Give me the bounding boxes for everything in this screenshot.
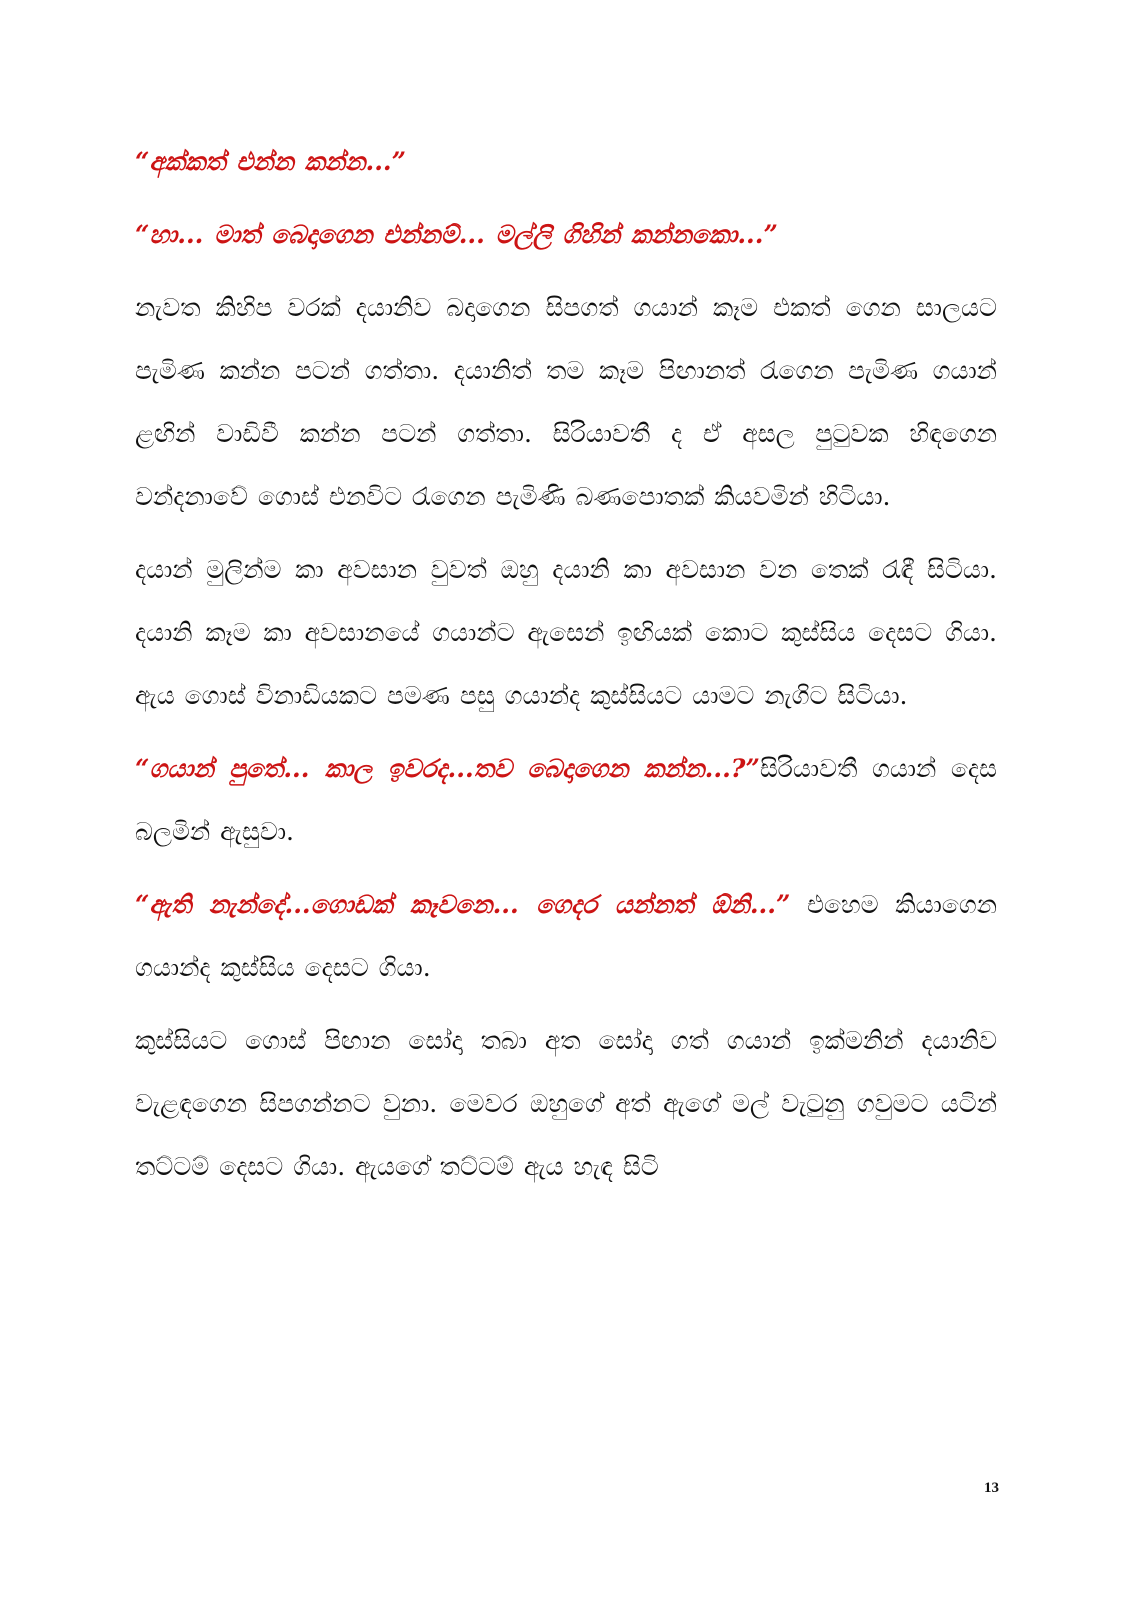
dialogue-line: “අක්කත් එන්න කන්න...”: [135, 147, 407, 176]
narration-text: සිරියාවතී ගයාන් දෙස බලමින් ඇසුවා.: [135, 754, 998, 846]
narration-text: දයාන් මුලින්ම කා අවසාන වුවත් ඔහු දයානි කා අවසාන වන තෙක් රැඳී සිටියා. දයානි කෑම කා අවසානයේ ගයාන්ට ඇසෙන් ඉඟියක් කොට කුස්සිය දෙසට ගියා. ඇය ගොස් විනාඩියකට පමණ පසු ගයාන්ද කුස්සියට යාමට නැගිට සිටියා.: [135, 555, 997, 710]
dialogue-line: “ගයාන් පුතේ... කාල ඉවරද...තව බෙදාගෙන කන්න...?”: [135, 754, 760, 783]
narration-text: එහෙම කියාගෙන ගයාන්ද කුස්සිය දෙසට ගියා.: [135, 890, 997, 982]
narration-text: කුස්සියට ගොස් පිඟාන සෝදා තබා අත සෝදා ගත් ගයාන් ඉක්මනින් දයානිව වැළඳගෙන සිපගන්නට වුනා. මෙවර ඔහුගේ අත් ඇගේ මල් වැටුනු ගවුමට යටින් තට්ටම් දෙසට ගියා. ඇයගේ තට්ටම් ඇය හැඳ සිටි: [135, 1026, 997, 1181]
narration-paragraph: [135, 1009, 997, 1198]
mixed-paragraph: [135, 737, 997, 863]
dialogue-paragraph: [135, 203, 997, 266]
dialogue-line: “හා... මාත් බෙදාගෙන එන්නම්... මල්ලි ගිහින් කන්නකො...”: [135, 220, 778, 249]
narration-paragraph: [135, 276, 997, 528]
dialogue-line: “ඇති නැන්දේ...ගොඩක් කෑවනෙ... ගෙදර යන්නත් ඕනි...”: [135, 890, 791, 919]
page-number: 13: [984, 1480, 999, 1496]
dialogue-paragraph: [135, 130, 997, 193]
narration-paragraph: [135, 538, 997, 727]
mixed-paragraph: [135, 873, 997, 999]
narration-text: නැවත කිහිප වරක් දයානිව බදාගෙන සිපගත් ගයාන් කෑම එකත් ගෙන සාලයට පැමිණ කන්න පටන් ගත්තා. දයානිත් තම කෑම පිඟානත් රැගෙන පැමිණ ගයාන් ළඟින් වාඩිවී කන්න පටන් ගත්තා. සිරියාවතී ද ඒ අසල පුටුවක හිඳගෙන වන්දනාවේ ගොස් එනවිට රැගෙන පැමිණි බණපොතක් කියවමින් හිටියා.: [135, 293, 997, 511]
body-text: [135, 130, 997, 1208]
